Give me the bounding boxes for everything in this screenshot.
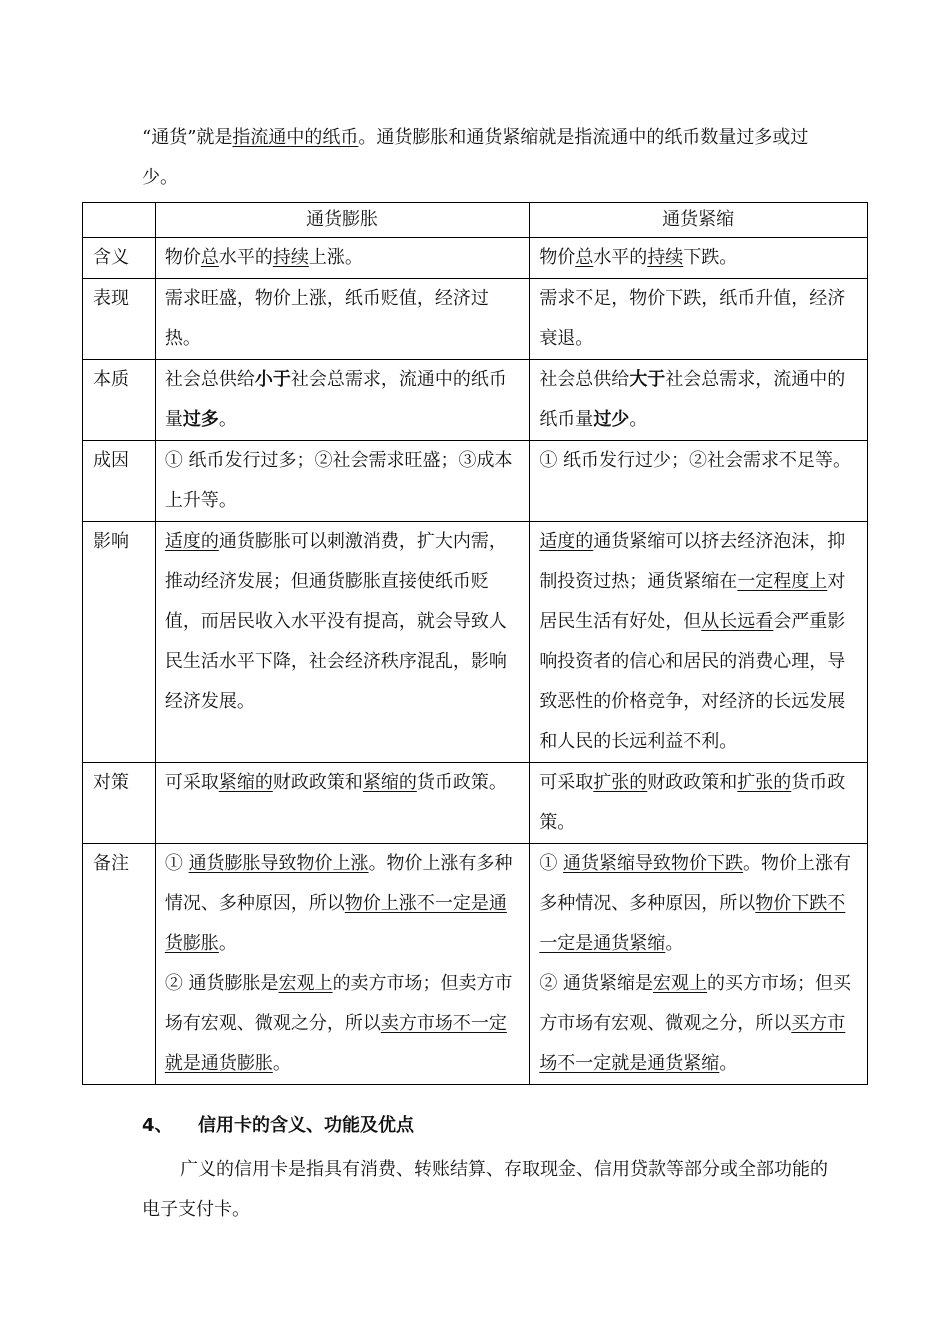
policy-deflation: 可采取扩张的财政政策和扩张的货币政策。 [530,763,868,844]
row-label: 含义 [83,238,156,279]
section-number: 4、 [142,1115,173,1136]
row-label: 影响 [83,522,156,763]
policy-inflation: 可采取紧缩的财政政策和紧缩的货币政策。 [155,763,529,844]
row-label: 备注 [83,844,156,1085]
row-label: 对策 [83,763,156,844]
intro-paragraph [142,118,832,198]
table-row-remark [83,844,868,1085]
header-deflation: 通货紧缩 [530,203,868,238]
table-header-row [83,203,868,238]
cause-inflation: ① 纸币发行过多；②社会需求旺盛；③成本上升等。 [155,441,529,522]
performance-deflation: 需求不足，物价下跌，纸币升值，经济衰退。 [530,279,868,360]
section-paragraph: 广义的信用卡是指具有消费、转账结算、存取现金、信用贷款等部分或全部功能的电子支付卡。 [142,1159,828,1220]
header-empty-cell [83,203,156,238]
essence-deflation: 社会总供给大于社会总需求，流通中的纸币量过少。 [530,360,868,441]
intro-text: “通货”就是 [142,127,233,148]
performance-inflation: 需求旺盛，物价上涨，纸币贬值，经济过热。 [155,279,529,360]
table-row-policy [83,763,868,844]
meaning-deflation: 物价总水平的持续下跌。 [530,238,868,279]
table-row-meaning [83,238,868,279]
table-row-performance [83,279,868,360]
inflation-deflation-table [82,202,868,1085]
row-label: 成因 [83,441,156,522]
row-label: 本质 [83,360,156,441]
intro-text-rest: 。通货膨胀和通货紧缩就是指流通中的纸币数量过多或过少。 [142,127,809,188]
table-row-essence [83,360,868,441]
remark-inflation: ① 通货膨胀导致物价上涨。物价上涨有多种情况、多种原因，所以物价上涨不一定是通货膨胀。 ② 通货膨胀是宏观上的卖方市场；但卖方市场有宏观、微观之分，所以卖方市场不一定就是通货膨胀。 [155,844,529,1085]
essence-inflation: 社会总供给小于社会总需求，流通中的纸币量过多。 [155,360,529,441]
remark-deflation: ① 通货紧缩导致物价下跌。物价上涨有多种情况、多种原因，所以物价下跌不一定是通货紧缩。 ② 通货紧缩是宏观上的买方市场；但买方市场有宏观、微观之分，所以买方市场不一定就是通货紧缩。 [530,844,868,1085]
header-inflation: 通货膨胀 [155,203,529,238]
row-label: 表现 [83,279,156,360]
impact-deflation: 适度的通货紧缩可以挤去经济泡沫，抑制投资过热；通货紧缩在一定程度上对居民生活有好处，但从长远看会严重影响投资者的信心和居民的消费心理，导致恶性的价格竞争，对经济的长远发展和人民的长远利益不利。 [530,522,868,763]
cause-deflation: ① 纸币发行过少；②社会需求不足等。 [530,441,868,522]
impact-inflation: 适度的通货膨胀可以刺激消费，扩大内需，推动经济发展；但通货膨胀直接使纸币贬值，而居民收入水平没有提高，就会导致人民生活水平下降，社会经济秩序混乱，影响经济发展。 [155,522,529,763]
section-title: 信用卡的含义、功能及优点 [198,1115,414,1136]
table-row-cause [83,441,868,522]
meaning-inflation: 物价总水平的持续上涨。 [155,238,529,279]
table-row-impact [83,522,868,763]
section-heading [142,1108,414,1144]
intro-underlined: 指流通中的纸币 [232,127,359,148]
